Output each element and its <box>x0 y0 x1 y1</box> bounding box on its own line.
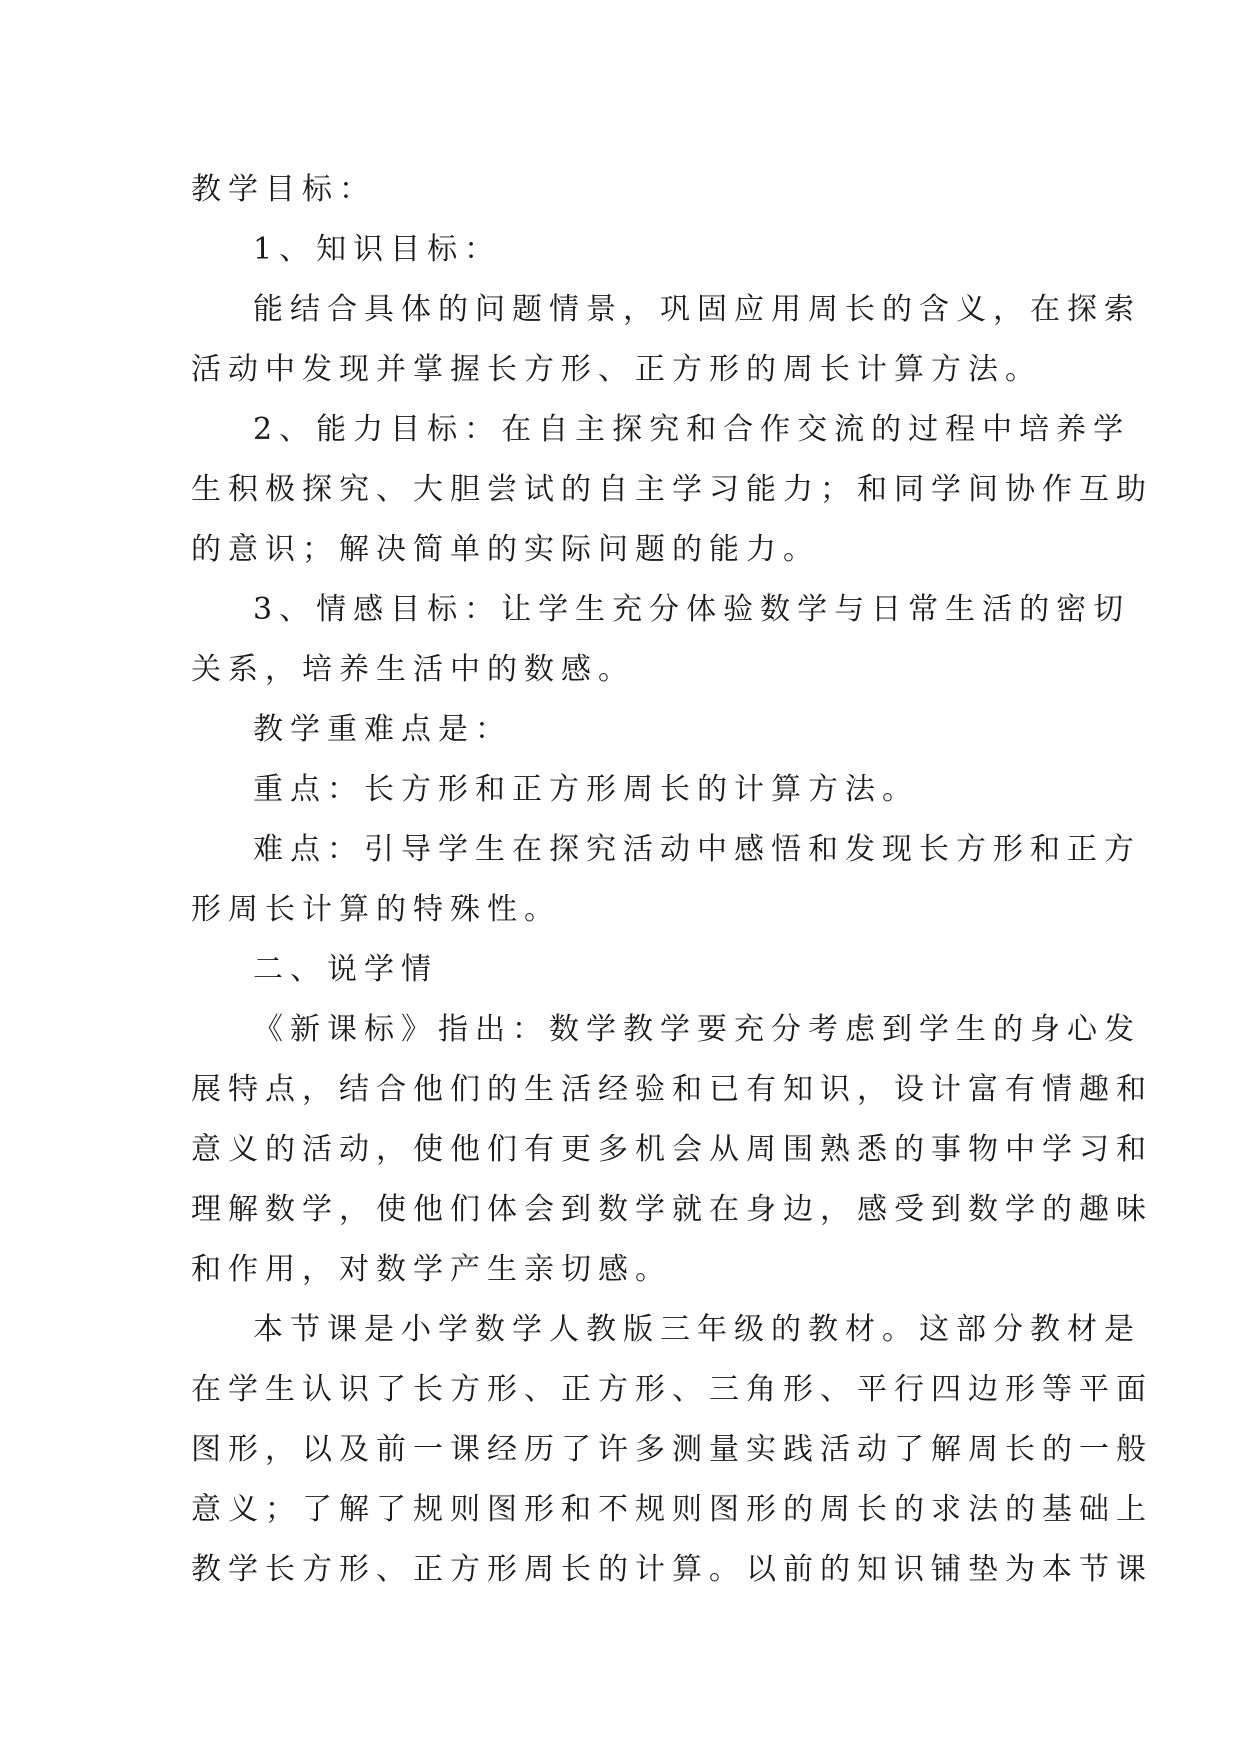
text-line-24: 教学长方形、正方形周长的计算。以前的知识铺垫为本节课 <box>191 1552 1153 1587</box>
text-line-3: 能结合具体的问题情景，巩固应用周长的含义，在探索 <box>253 292 1141 327</box>
text-line-13: 形周长计算的特殊性。 <box>191 892 561 927</box>
document-page <box>191 160 1153 1600</box>
text-line-12: 难点：引导学生在探究活动中感悟和发现长方形和正方 <box>253 832 1141 867</box>
text-line-19: 和作用，对数学产生亲切感。 <box>191 1252 672 1287</box>
text-line-7: 的意识；解决简单的实际问题的能力。 <box>191 532 820 567</box>
text-line-8: 3、情感目标：让学生充分体验数学与日常生活的密切 <box>253 592 1131 627</box>
text-line-14: 二、说学情 <box>253 952 438 987</box>
text-line-10: 教学重难点是： <box>253 712 512 747</box>
text-line-2: 1、知识目标： <box>253 232 502 267</box>
text-line-9: 关系，培养生活中的数感。 <box>191 652 635 687</box>
text-line-22: 图形，以及前一课经历了许多测量实践活动了解周长的一般 <box>191 1432 1153 1467</box>
text-line-16: 展特点，结合他们的生活经验和已有知识，设计富有情趣和 <box>191 1072 1153 1107</box>
text-line-1: 教学目标： <box>191 172 376 207</box>
text-line-17: 意义的活动，使他们有更多机会从周围熟悉的事物中学习和 <box>191 1132 1153 1167</box>
text-line-4: 活动中发现并掌握长方形、正方形的周长计算方法。 <box>191 352 1042 387</box>
text-line-18: 理解数学，使他们体会到数学就在身边，感受到数学的趣味 <box>191 1192 1153 1227</box>
text-line-5: 2、能力目标：在自主探究和合作交流的过程中培养学 <box>253 412 1131 447</box>
text-line-21: 在学生认识了长方形、正方形、三角形、平行四边形等平面 <box>191 1372 1153 1407</box>
text-line-11: 重点：长方形和正方形周长的计算方法。 <box>253 772 919 807</box>
text-line-20: 本节课是小学数学人教版三年级的教材。这部分教材是 <box>253 1312 1141 1347</box>
text-line-6: 生积极探究、大胆尝试的自主学习能力；和同学间协作互助 <box>191 472 1153 507</box>
text-line-15: 《新课标》指出：数学教学要充分考虑到学生的身心发 <box>253 1012 1141 1047</box>
text-line-23: 意义；了解了规则图形和不规则图形的周长的求法的基础上 <box>191 1492 1153 1527</box>
